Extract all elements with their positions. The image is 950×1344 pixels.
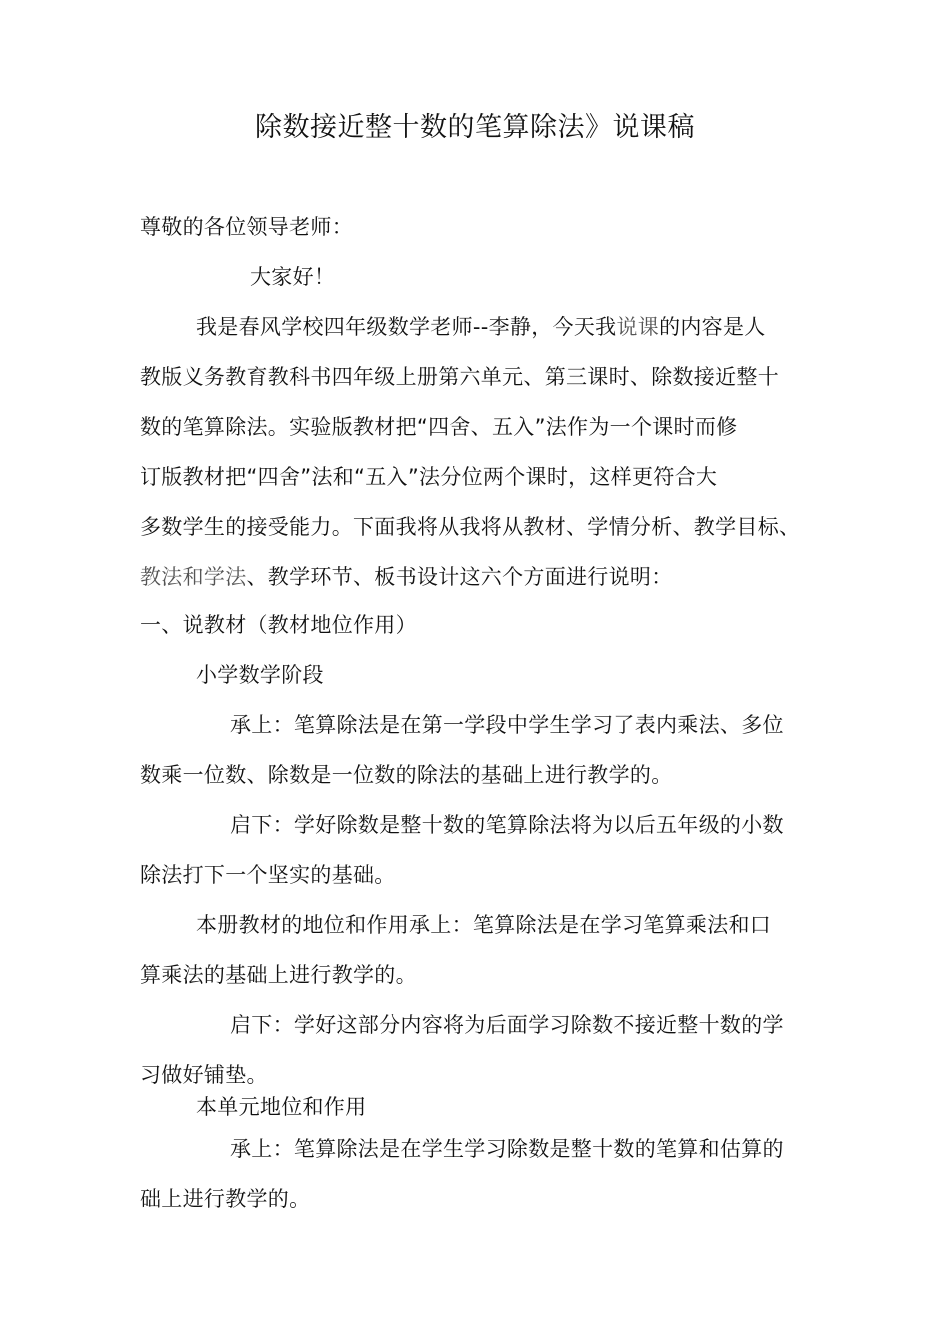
paragraph-2-line-1: 启下：学好除数是整十数的笔算除法将为以后五年级的小数	[230, 813, 784, 837]
intro-line-3: 数的笔算除法。实验版教材把“四舍、五入”法作为一个课时而修	[140, 415, 738, 439]
intro-line-6-b: 、教学环节、板书设计这六个方面进行说明：	[246, 565, 673, 589]
intro-line-6	[140, 562, 673, 592]
section-1-sub-1: 小学数学阶段	[196, 663, 324, 687]
intro-line-1-c: 的内容是人	[659, 315, 766, 339]
paragraph-3-line-1: 本册教材的地位和作用承上：笔算除法是在学习笔算乘法和口	[196, 913, 772, 937]
document-title: 除数接近整十数的笔算除法》说课稿	[255, 112, 695, 143]
paragraph-5-line-1: 承上：笔算除法是在学生学习除数是整十数的笔算和估算的	[230, 1137, 784, 1161]
paragraph-3-line-2: 算乘法的基础上进行教学的。	[140, 963, 417, 987]
paragraph-1-line-2: 数乘一位数、除数是一位数的除法的基础上进行教学的。	[140, 763, 673, 787]
paragraph-5-line-2: 础上进行教学的。	[140, 1187, 311, 1211]
intro-line-6-a: 教法和学法	[140, 565, 247, 589]
paragraph-4-line-1: 启下：学好这部分内容将为后面学习除数不接近整十数的学	[230, 1013, 784, 1037]
greeting-line: 尊敬的各位领导老师：	[140, 215, 353, 239]
intro-line-4: 订版教材把“四舍”法和“五入”法分位两个课时，这样更符合大	[140, 465, 718, 489]
section-1-heading: 一、说教材（教材地位作用）	[140, 613, 417, 637]
intro-line-2: 教版义务教育教科书四年级上册第六单元、第三课时、除数接近整十	[140, 365, 779, 389]
paragraph-2-line-2: 除法打下一个坚实的基础。	[140, 863, 396, 887]
intro-line-1-b: 说课	[616, 315, 660, 339]
intro-line-1-a: 我是春风学校四年级数学老师--李静，今天我	[196, 315, 617, 339]
intro-line-1	[196, 312, 766, 342]
paragraph-4-line-2: 习做好铺垫。	[140, 1063, 268, 1087]
section-1-sub-2: 本单元地位和作用	[196, 1095, 367, 1119]
intro-line-5: 多数学生的接受能力。下面我将从我将从教材、学情分析、教学目标、	[140, 515, 801, 539]
paragraph-1-line-1: 承上：笔算除法是在第一学段中学生学习了表内乘法、多位	[230, 713, 784, 737]
hello-line: 大家好！	[250, 265, 336, 289]
